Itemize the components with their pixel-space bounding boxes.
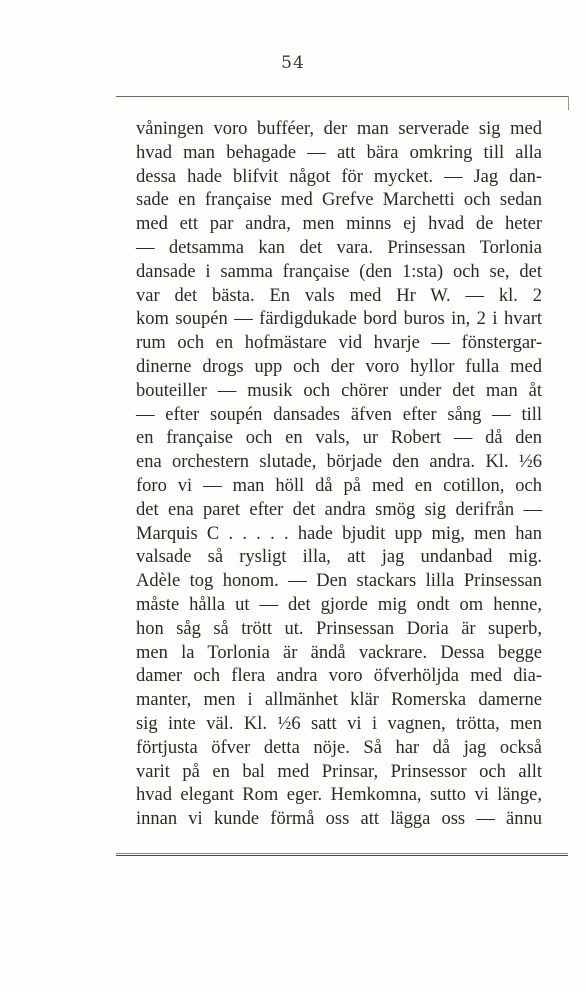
text-line: foro vi — man höll då på med en cotillon, och [136, 475, 542, 496]
bottom-rule [116, 855, 568, 856]
text-line: damer och flera andra voro öfverhöljda med dia- [136, 666, 542, 687]
text-line: bouteiller — musik och chörer under det man åt [136, 380, 542, 401]
text-line: dessa hade blifvit något för mycket. — Jag dan- [136, 166, 542, 187]
text-line: rum och en hofmästare vid hvarje — fönstergar- [136, 333, 542, 354]
text-line: måste hålla ut — det gjorde mig ondt om henne, [136, 594, 542, 615]
text-line: med ett par andra, men minns ej hvad de heter [136, 214, 542, 235]
text-line: hon såg så trött ut. Prinsessan Doria är superb, [136, 618, 542, 639]
text-line: — efter soupén dansades äfven efter sång — till [136, 404, 542, 425]
text-line: hvad man behagade — att bära omkring till alla [136, 142, 542, 163]
text-line: våningen voro bufféer, der man serverade sig med [136, 119, 542, 139]
top-rule [116, 96, 568, 97]
text-line: förtjusta öfver detta nöje. Så har då jag också [136, 737, 542, 758]
text-line: dansade i samma française (den 1:sta) och se, det [136, 261, 542, 282]
text-line: kom soupén — färdigdukade bord buros in, 2 i hvart [136, 309, 542, 330]
text-line: — detsamma kan det vara. Prinsessan Torlonia [136, 237, 542, 258]
text-line: innan vi kunde förmå oss att lägga oss — ännu [136, 809, 542, 830]
text-line: men la Torlonia är ändå vackrare. Dessa begge [136, 642, 542, 663]
text-line: varit på en bal med Prinsar, Prinsessor och allt [136, 761, 542, 782]
page-number: 54 [281, 53, 305, 73]
text-line: dinerne drogs upp och der voro hyllor fulla med [136, 356, 542, 377]
bottom-rule-thin [116, 853, 568, 854]
text-line: en française och en vals, ur Robert — då den [136, 428, 542, 449]
text-line: Marquis C . . . . . hade bjudit upp mig, men han [136, 523, 542, 544]
text-line: sade en française med Grefve Marchetti och sedan [136, 190, 542, 211]
text-line: sig inte väl. Kl. ½6 satt vi i vagnen, trötta, men [136, 713, 542, 734]
text-line: valsade så rysligt illa, att jag undanbad mig. [136, 547, 542, 568]
text-line: var det bästa. En vals med Hr W. — kl. 2 [136, 285, 542, 306]
text-line: Adèle tog honom. — Den stackars lilla Prinsessan [136, 571, 542, 592]
text-line: det ena paret efter det andra smög sig derifrån — [136, 499, 542, 520]
frame-edge [568, 96, 569, 110]
text-line: ena orchestern slutade, började den andra. Kl. ½6 [136, 452, 542, 473]
body-text [136, 118, 542, 832]
text-line: manter, men i allmänhet klär Romerska damerne [136, 690, 542, 711]
text-line: hvad elegant Rom eger. Hemkomna, sutto vi länge, [136, 785, 542, 806]
